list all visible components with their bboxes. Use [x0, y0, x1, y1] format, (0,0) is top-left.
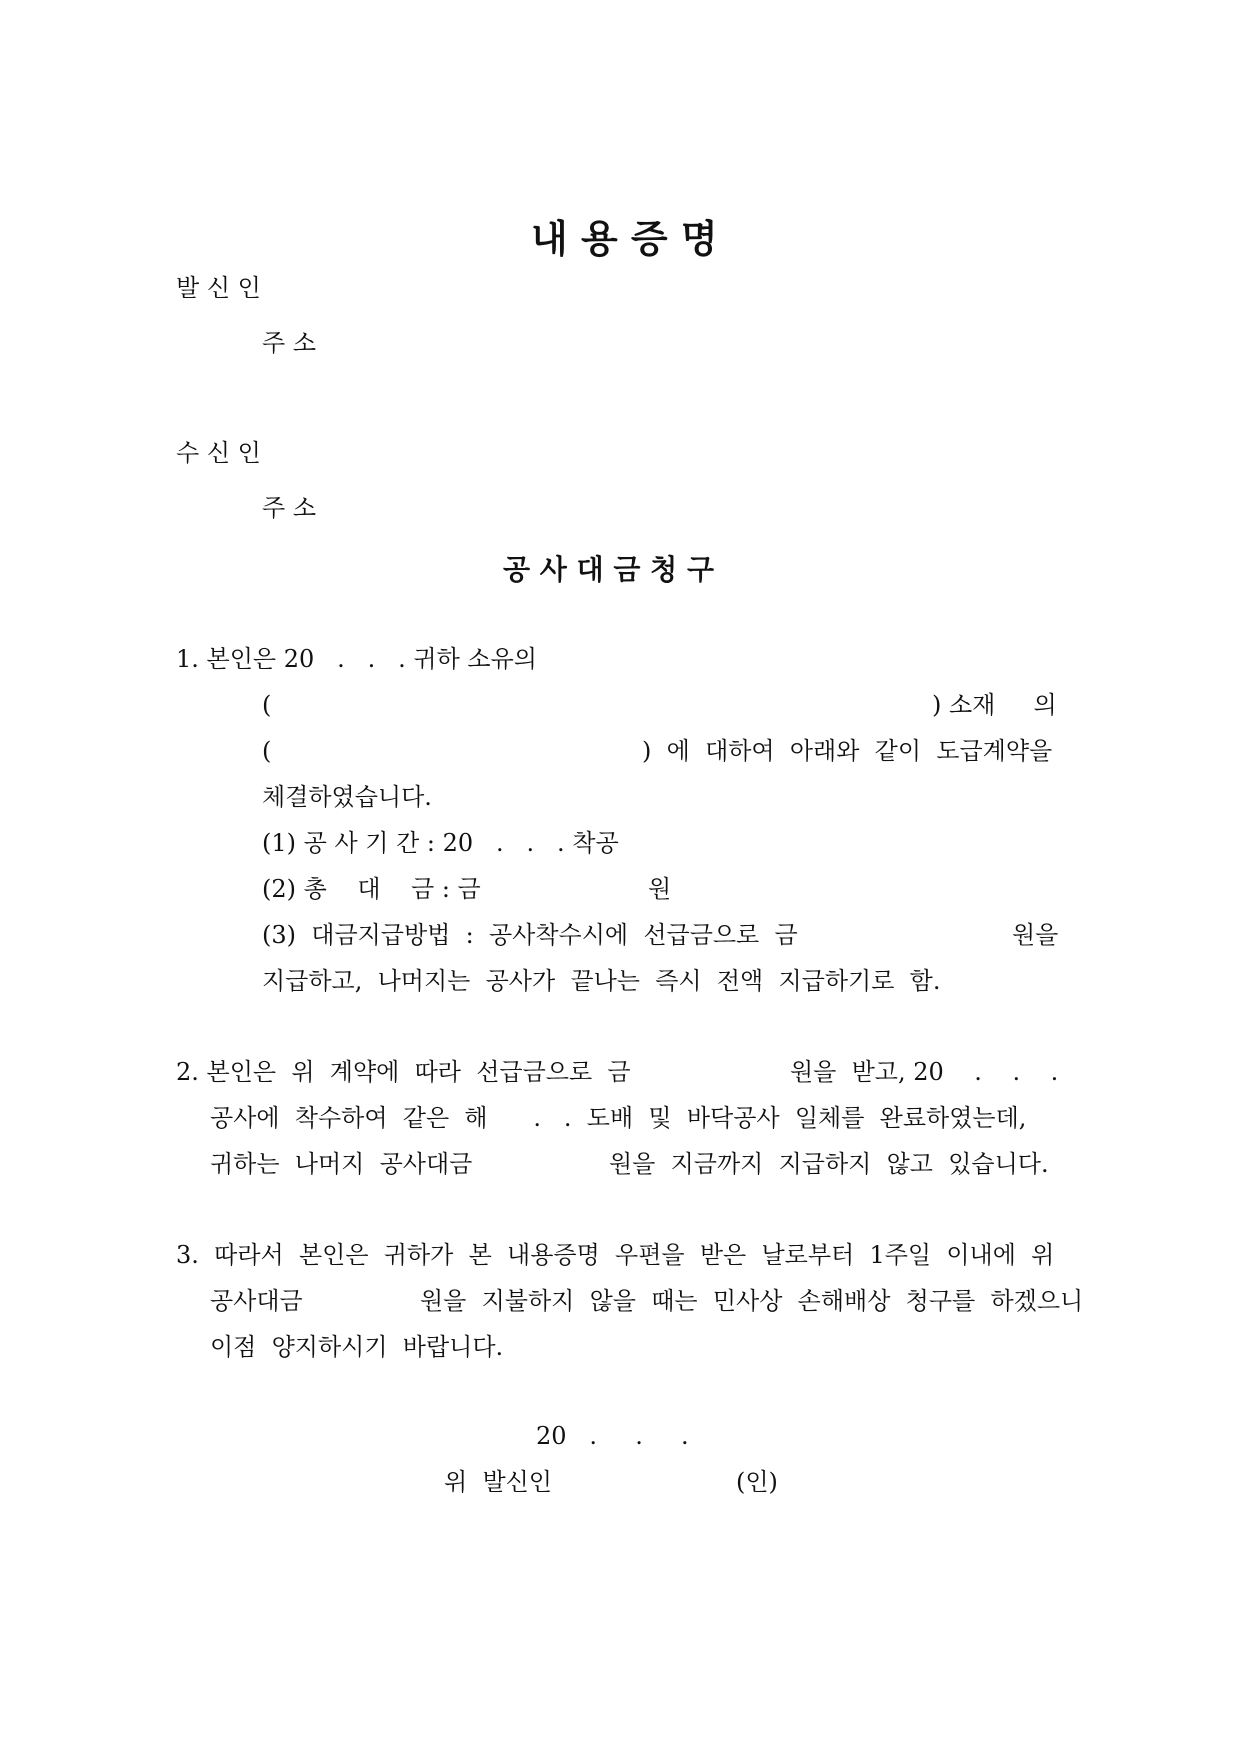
- item1-line1: 1. 본인은 20 . . . 귀하 소유의: [176, 645, 537, 673]
- sender-label: 발 신 인: [176, 274, 261, 302]
- document-title: 내 용 증 명: [531, 216, 718, 261]
- footer-signer-label: 위 발신인: [444, 1468, 552, 1496]
- footer-seal: (인): [736, 1468, 778, 1496]
- item2-line3-prefix: 귀하는 나머지 공사대금: [210, 1150, 473, 1178]
- item1-sub3-suffix: 원을: [1012, 921, 1059, 949]
- sender-address-label: 주 소: [262, 329, 316, 357]
- item1-paren-open-b: (: [262, 737, 272, 765]
- item1-paren-close-a: ) 소재 의: [932, 691, 1057, 719]
- item3-line1: 3. 따라서 본인은 귀하가 본 내용증명 우편을 받은 날로부터 1주일 이내에 위: [176, 1241, 1055, 1269]
- receiver-address-label: 주 소: [262, 494, 316, 522]
- item1-line4: 체결하였습니다.: [262, 783, 432, 811]
- receiver-label: 수 신 인: [176, 439, 261, 467]
- item2-line3-suffix: 원을 지금까지 지급하지 않고 있습니다.: [609, 1150, 1049, 1178]
- item1-paren-close-b: ) 에 대하여 아래와 같이 도급계약을: [642, 737, 1053, 765]
- item3-line2-prefix: 공사대금: [210, 1287, 303, 1315]
- item1-sub2-suffix: 원: [648, 875, 672, 903]
- item1-sub2-prefix: (2) 총 대 금 : 금: [262, 875, 481, 903]
- footer-date: 20 . . .: [536, 1422, 689, 1450]
- item1-paren-open-a: (: [262, 691, 272, 719]
- item3-line2-suffix: 원을 지불하지 않을 때는 민사상 손해배상 청구를 하겠으니: [420, 1287, 1084, 1315]
- item2-line1-suffix: 원을 받고, 20 . . .: [790, 1058, 1059, 1086]
- item1-sub3-line2: 지급하고, 나머지는 공사가 끝나는 즉시 전액 지급하기로 함.: [262, 967, 941, 995]
- section-title: 공 사 대 금 청 구: [503, 553, 715, 586]
- item2-line2: 공사에 착수하여 같은 해 . . 도배 및 바닥공사 일체를 완료하였는데,: [210, 1104, 1027, 1132]
- item3-line3: 이점 양지하시기 바랍니다.: [210, 1333, 504, 1361]
- item1-sub3-prefix: (3) 대금지급방법 : 공사착수시에 선급금으로 금: [262, 921, 798, 949]
- item2-line1-prefix: 2. 본인은 위 계약에 따라 선급금으로 금: [176, 1058, 631, 1086]
- item1-sub1: (1) 공 사 기 간 : 20 . . . 착공: [262, 829, 619, 857]
